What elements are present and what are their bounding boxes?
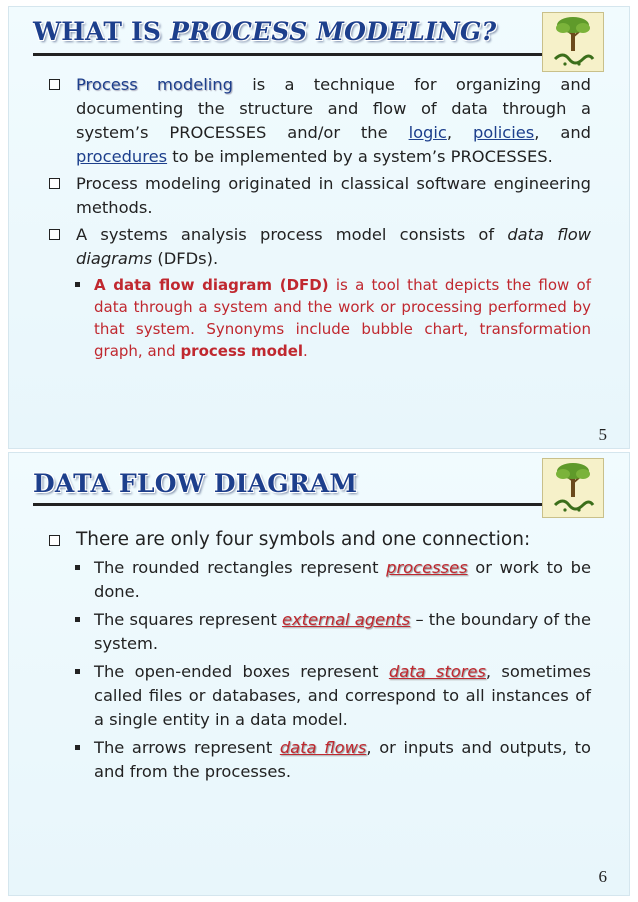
term-process-model: process model (180, 342, 304, 360)
bullet-process-modeling (49, 73, 591, 169)
text: Process modeling originated in classical software engineering methods. (76, 174, 591, 217)
bullet-process-model (49, 223, 591, 271)
text: There are only four symbols and one connection: (76, 529, 531, 550)
text: , (446, 123, 473, 142)
link-logic[interactable]: logic (408, 123, 447, 142)
slide-2-body (49, 527, 591, 788)
term-processes: processes (386, 558, 468, 577)
link-policies[interactable]: policies (472, 123, 535, 142)
text: The arrows represent (94, 738, 280, 757)
text: The rounded rectangles represent (94, 558, 387, 577)
title-divider (33, 503, 547, 506)
sub-bullet-processes (75, 556, 591, 604)
sub-bullet-external-agents (75, 608, 591, 656)
text: The open-ended boxes represent (94, 662, 389, 681)
sub-bullet-data-flows (75, 736, 591, 784)
sub-bullet-data-stores (75, 660, 591, 732)
text: is a tool that depicts the flow of data through a system and the work or processing performed by that system. Synonyms include bubble chart, transformation graph, and (94, 276, 591, 360)
slide-2-title: DATA FLOW DIAGRAM (33, 469, 358, 498)
slide-1 (8, 6, 630, 449)
text: to be implemented by a system’s PROCESSES. (167, 147, 553, 166)
slide-1-title (33, 17, 496, 46)
text: , and (534, 123, 591, 142)
bullet-lead (49, 527, 591, 553)
term-dfd: A data flow diagram (DFD) (94, 276, 329, 294)
slide-2 (8, 452, 630, 896)
page-number: 5 (598, 425, 607, 444)
text: – the boundary of the system. (94, 610, 591, 653)
term-data-stores: data stores (388, 662, 486, 681)
term-external-agents: external agents (282, 610, 411, 629)
text: (DFDs). (152, 249, 219, 268)
logo-tree-icon (542, 12, 604, 72)
sub-bullet-dfd-definition (75, 274, 591, 362)
page-number: 6 (598, 867, 607, 886)
title-part-italic: PROCESS MODELING? (170, 17, 497, 46)
title-part: WHAT IS (33, 17, 171, 46)
text: , or inputs and outputs, to and from the processes. (94, 738, 591, 781)
text-italic: data flow diagrams (76, 225, 591, 268)
text: The squares represent (94, 610, 282, 629)
term-data-flows: data flows (279, 738, 367, 757)
slide-1-body (49, 73, 591, 366)
text: or work to be done. (94, 558, 592, 601)
definition-text (94, 276, 591, 360)
text: is a technique for organizing and documenting the structure and flow of data through a system’s PROCESSES and/or the (76, 75, 592, 142)
title-divider (33, 53, 547, 56)
term-process-modeling: Process modeling (76, 75, 233, 94)
logo-tree-icon (542, 458, 604, 518)
text: , sometimes called files or databases, and correspond to all instances of a single entity in a data model. (94, 662, 592, 729)
text: A systems analysis process model consists of (76, 225, 508, 244)
bullet-origin (49, 172, 591, 220)
text: . (303, 342, 308, 360)
link-procedures[interactable]: procedures (76, 147, 168, 166)
